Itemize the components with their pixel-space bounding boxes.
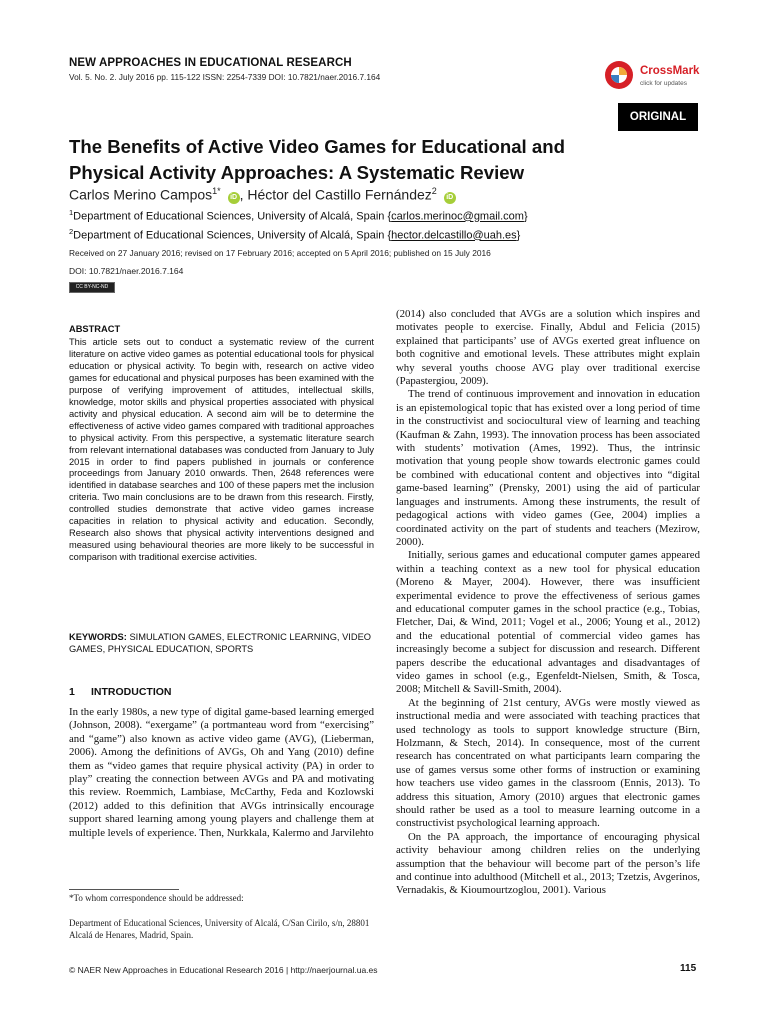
author-superscript: 1* xyxy=(212,186,221,196)
body-paragraph: (2014) also concluded that AVGs are a solution which inspires and motivates people to exercise. Finally, Abdul and Felicia (2015) explained that participants’ use of AVGs exerted great influence on both cognitive and emotional levels. These attributes might explain why several youths choose AVG play over traditional exercise (Papastergiou, 2009). xyxy=(396,308,700,388)
section-heading xyxy=(69,686,172,698)
footnote-divider xyxy=(69,889,179,890)
crossmark-title: CrossMark xyxy=(640,65,700,77)
author-name[interactable]: Héctor del Castillo Fernández xyxy=(247,186,432,203)
affiliation-close: } xyxy=(523,210,528,223)
issue-meta: Vol. 5. No. 2. July 2016 pp. 115-122 ISSN: 2254-7339 DOI: 10.7821/naer.2016.7.164 xyxy=(69,72,381,82)
affiliation-close: } xyxy=(516,229,521,242)
right-column xyxy=(396,308,700,898)
author-superscript: 2 xyxy=(431,186,437,196)
author-email-link[interactable]: hector.delcastillo@uah.es xyxy=(391,229,517,242)
affiliation-superscript: 2 xyxy=(69,227,74,236)
crossmark-badge[interactable] xyxy=(604,60,700,96)
footnote-correspondence: *To whom correspondence should be addressed: xyxy=(69,893,244,903)
article-title: The Benefits of Active Video Games for Educational and Physical Activity Approaches: A Systematic Review xyxy=(69,136,565,183)
section-title: INTRODUCTION xyxy=(91,686,172,698)
keywords-list: SIMULATION GAMES, ELECTRONIC LEARNING, VIDEO GAMES, PHYSICAL EDUCATION, SPORTS xyxy=(69,632,372,654)
body-paragraph: At the beginning of 21st century, AVGs were mostly viewed as instructional media and were associated with teaching practices that used technology as tools to support knowledge structure (Birn, Holzmann, & Stech, 2014). In consequence, most of the current research has concentrated on what participants learn comparing the use of games versus some other forms of instruction or examining how teachers use video games in the classroom (Ennis, 2013). To address this situation, Amory (2010) argues that electronic games should rather be used as a tool to measure learning outcome in a constructivist psychological learning approach. xyxy=(396,696,700,830)
affiliation-superscript: 1 xyxy=(69,208,74,217)
section-number: 1 xyxy=(69,686,75,698)
body-paragraph: On the PA approach, the importance of encouraging physical activity behaviour among children relies on the underlying assumption that the behaviour will become part of the person’s life and continue into adulthood (Mitchell et al., 2013; Tzetzis, Avgerinos, Vernadakis, & Kioumourtzoglou, 2001). Various xyxy=(396,830,700,897)
body-paragraph: In the early 1980s, a new type of digital game-based learning emerged (Johnson, 2008). “exergame” (a portmanteau word from “exercising” and “game”) also known as active video game (AVG), (Lieberman, 2006). Among the definitions of AVGs, Oh and Yang (2010) define them as “video games that require physical activity (PA) in order to play” creating the connection between AVGs and PA and motivating this review. Roemmich, Lambiase, McCarthy, Feda and Kozlowski (2012) added to this definition that AVGs intrinsically encourage support shared learning among young players and challenge them at multiple levels of experience. Then, Nurkkala, Kalermo and Jarvilehto xyxy=(69,706,374,839)
license-badge[interactable]: CC BY-NC-ND xyxy=(69,282,115,293)
footer-copyright: © NAER New Approaches in Educational Research 2016 | http://naerjournal.ua.es xyxy=(69,965,378,975)
journal-name: NEW APPROACHES IN EDUCATIONAL RESEARCH xyxy=(69,57,352,69)
article-type-badge: ORIGINAL xyxy=(618,103,698,131)
keywords xyxy=(69,631,374,655)
affiliation xyxy=(69,208,528,223)
affiliation xyxy=(69,227,520,242)
affiliation-text: Department of Educational Sciences, University of Alcalá, Spain { xyxy=(73,210,392,223)
author-name[interactable]: Carlos Merino Campos xyxy=(69,186,213,203)
author-separator: , xyxy=(239,186,248,203)
body-paragraph: The trend of continuous improvement and innovation in education is an epistemological topic that has existed over a long period of time in the constructivist and sociocultural view of learning and teaching (Kaufman & Zahn, 1993). The innovation process has been associated with students’ motivation (Ames, 1992). Thus, the intrinsic motivation that young people show towards electronic games could be combined with educational content and objectives into “digital game-based learning” (Prensky, 2001) using the aid of particular languages and instruments. Among these instruments, the result of pedagogical actions with video games (Gee, 2004) implies a coordinated activity on the part of students and teachers (Mezirow, 2000). xyxy=(396,388,700,548)
doi-link[interactable]: DOI: 10.7821/naer.2016.7.164 xyxy=(69,266,184,276)
author-email-link[interactable]: carlos.merinoc@gmail.com xyxy=(391,210,524,223)
crossmark-icon xyxy=(604,60,634,90)
keywords-label: KEYWORDS: xyxy=(69,632,127,642)
abstract-heading: ABSTRACT xyxy=(69,324,121,334)
orcid-icon[interactable]: iD xyxy=(444,192,456,204)
affiliation-text: Department of Educational Sciences, University of Alcalá, Spain { xyxy=(73,229,392,242)
publication-dates: Received on 27 January 2016; revised on 17 February 2016; accepted on 5 April 2016; published on 15 July 2016 xyxy=(69,248,491,258)
orcid-icon[interactable]: iD xyxy=(228,192,240,204)
abstract-text: This article sets out to conduct a systematic review of the current literature on active video games as potential educational tools for physical education or physical activity. To begin with, research on active video games for educational and physical purposes has been examined with the purpose of verifying improvement of attitudes, intellectual skills, knowledge, motor skills and physical properties associated with physical activity and physical education. A second aim will be to determine the effectiveness of active video games compared with traditional approaches to physical activity. From this perspective, a systematic literature search from relevant international databases was conducted from January to July 2015 in order to find papers published in journals or conference proceedings from January 2010 onwards. Then, 2648 references were identified in database searches and 100 of these papers met the inclusion criteria. Two main conclusions are to be drawn from this research. Firstly, controlled studies demonstrate that active video games increase capacities in relation to physical activity and education. Secondly, Research also shows that physical activity interventions designed and measured using behavioural theories are more likely to be successful in comparison with traditional exercise activities. xyxy=(69,337,374,563)
body-paragraph: Initially, serious games and educational computer games appeared within a teaching context as a new tool for physical education (Moreno & Mayer, 2004). However, there was insufficient experimental evidence to prove the effectiveness of serious games and educational computer games in the school practice (e.g., Tobias, Fletcher, Dai, & Wind, 2011; Vogel et al., 2006; Young et al., 2012) and the educational potential of commercial video games has increasingly become a subject for discussion and research. Different papers describe the educational advantages and disadvantages of video games in school (e.g., Egenfeldt-Nielsen, Smith, & Tosca, 2008; Mitchell & Savill-Smith, 2004). xyxy=(396,549,700,696)
authors xyxy=(69,186,456,204)
crossmark-subtitle: click for updates xyxy=(640,80,687,87)
page-number: 115 xyxy=(680,963,697,974)
footnote-address: Department of Educational Sciences, University of Alcalá, C/San Cirilo, s/n, 28801 Alcalá de Henares, Madrid, Spain. xyxy=(69,918,370,940)
